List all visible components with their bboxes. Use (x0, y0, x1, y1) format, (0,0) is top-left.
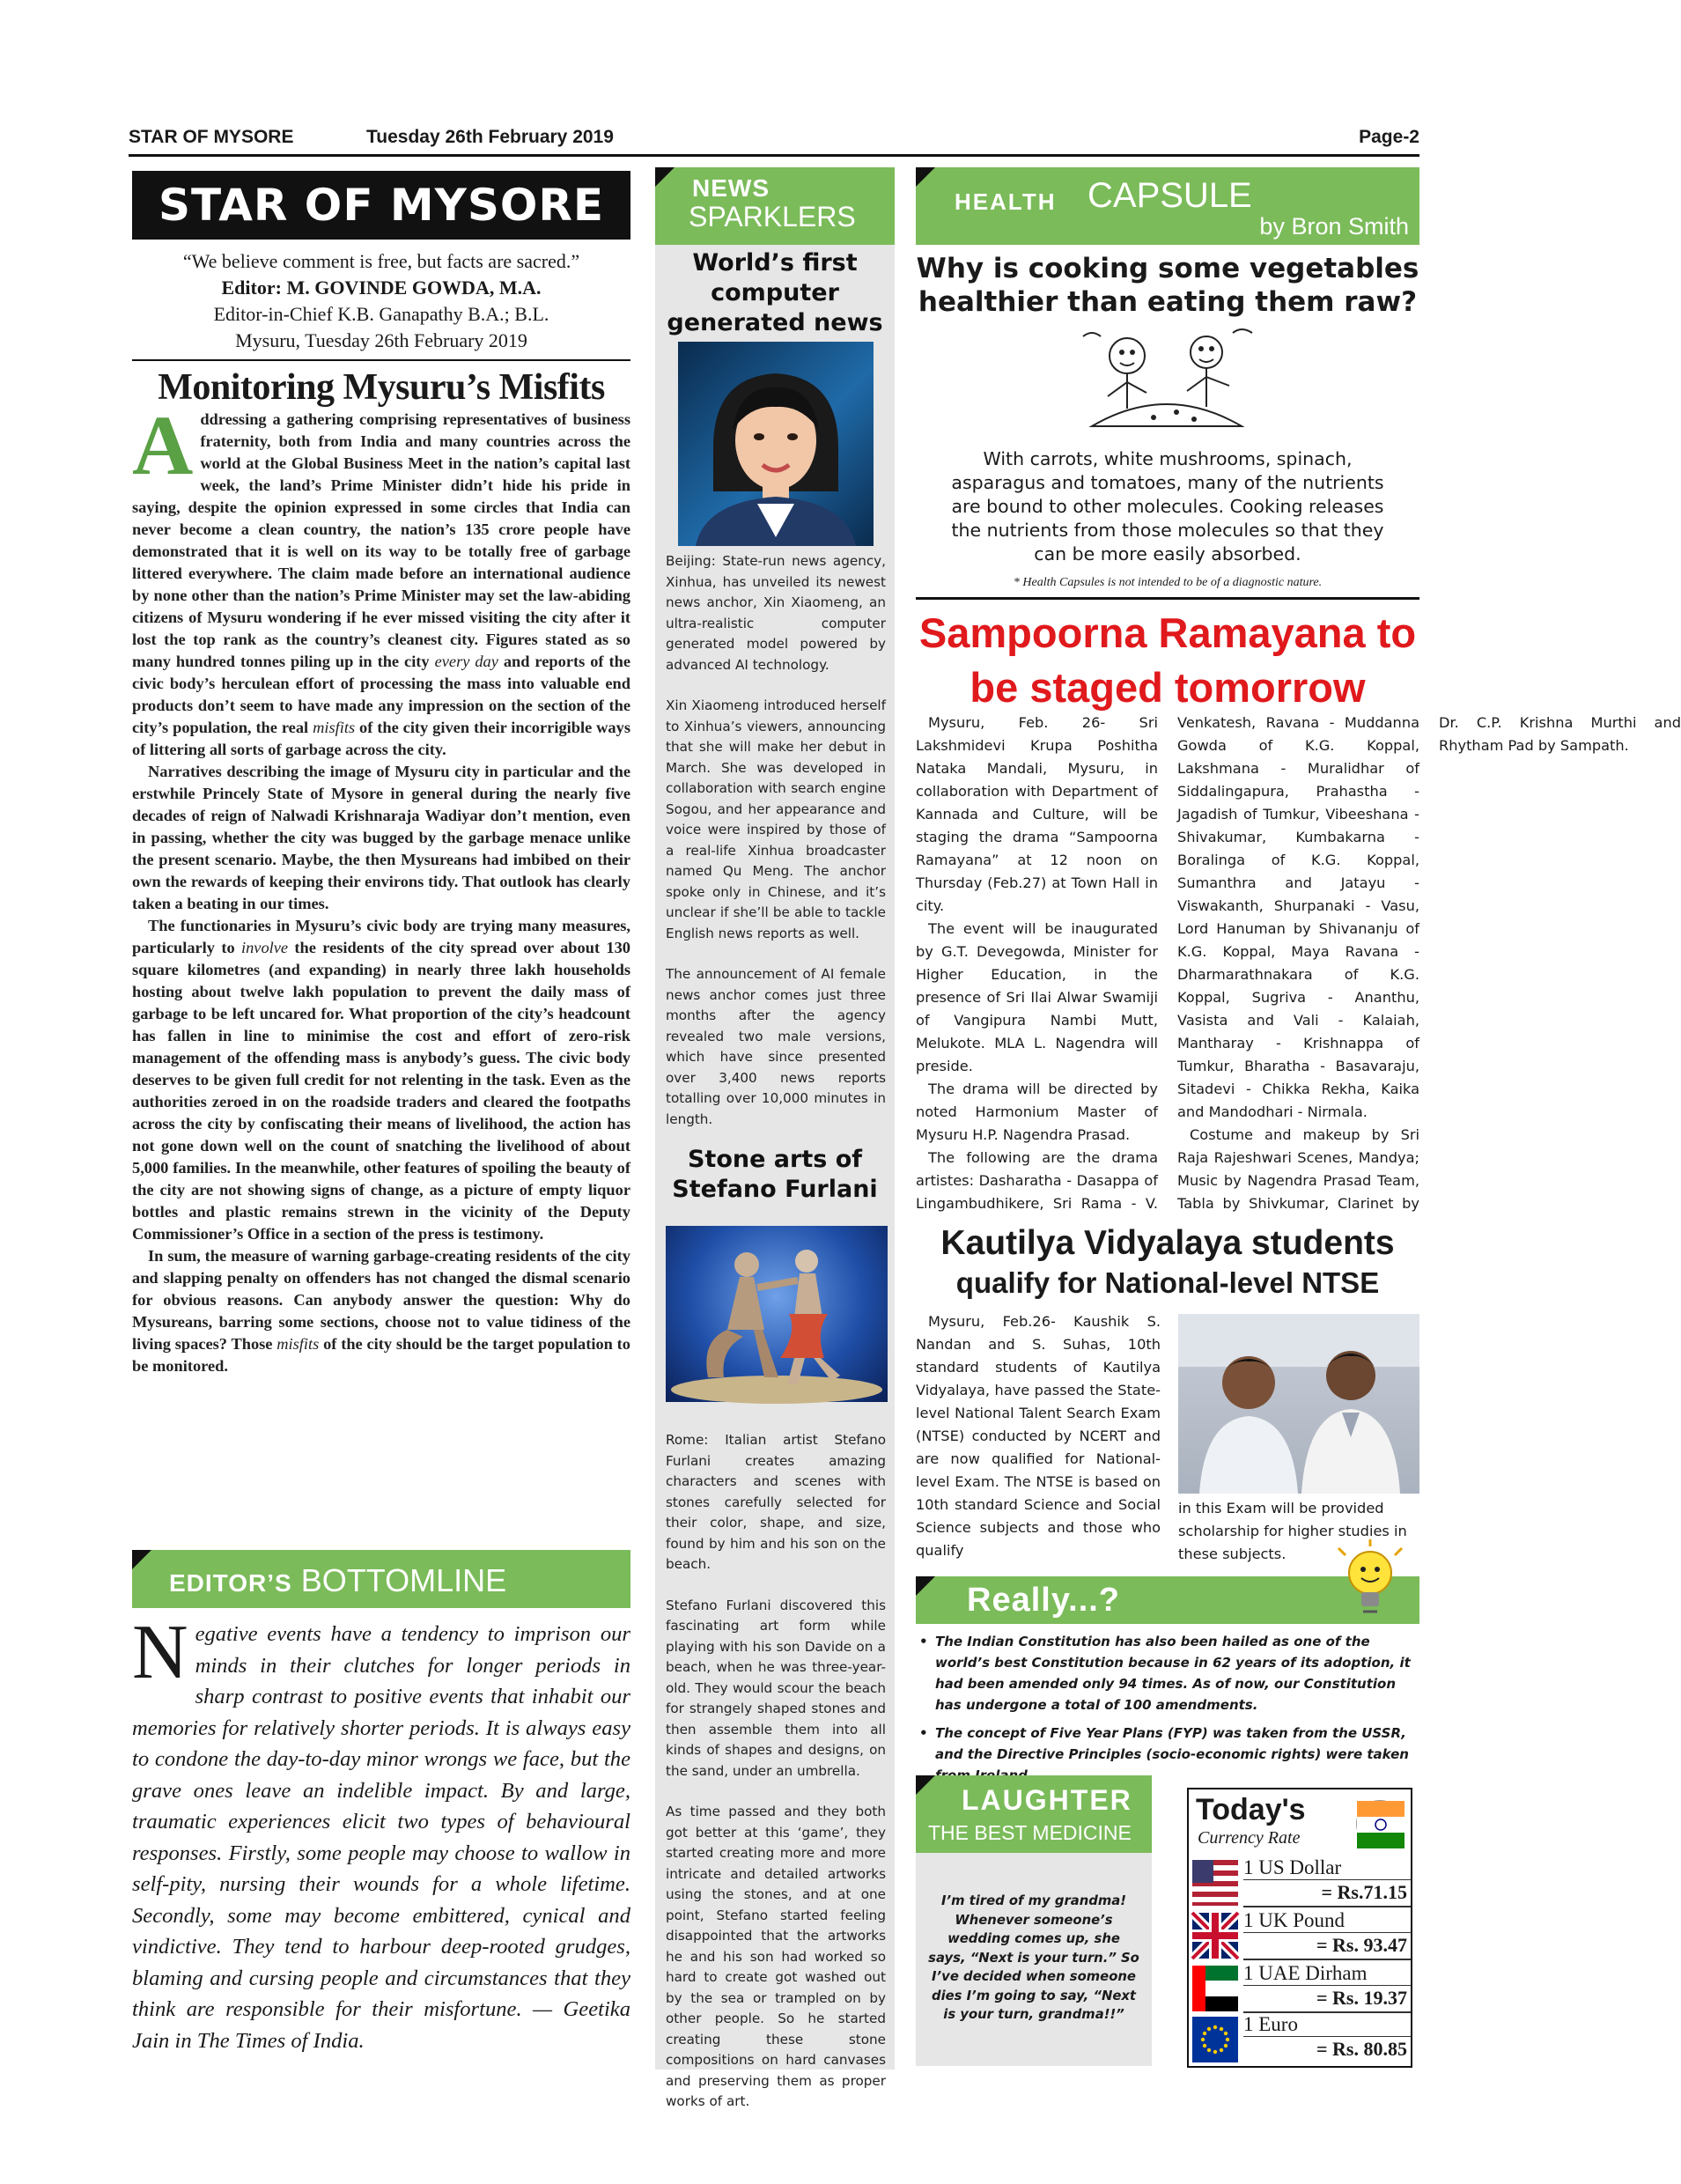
anchor-article (666, 551, 886, 1150)
stone-art-paragraph: Rome: Italian artist Stefano Furlani creates amazing characters and scenes with stones carefully selected for their color, shape, and size, found by him and his son on the beach. (666, 1432, 886, 1572)
divider (1243, 1906, 1411, 1907)
band-corner-mark (916, 167, 935, 187)
anchor-paragraph: Beijing: State-run news agency, Xinhua, has unveiled its newest news anchor, Xin Xiaomeng, an ultra-realistic computer generated model powered by advanced AI technology. (666, 553, 886, 673)
ramayana-article (916, 712, 1681, 1226)
sparklers-label-news: NEWS (692, 174, 770, 202)
band-corner-mark (132, 1550, 151, 1569)
students-photo (1178, 1314, 1419, 1494)
bottomline-label-text: BOTTOMLINE (291, 1562, 507, 1598)
masthead-editor-in-chief: Editor-in-Chief K.B. Ganapathy B.A.; B.L. (213, 303, 549, 325)
header-page-number: Page-2 (1359, 127, 1419, 147)
news-anchor-photo (678, 342, 874, 546)
currency-unit: 1 US Dollar (1243, 1856, 1342, 1878)
us-flag-icon (1192, 1860, 1238, 1906)
kautilya-article-continued: in this Exam will be provided scholarship for higher studies in these subjects. (1178, 1500, 1407, 1562)
header-date: Tuesday 26th February 2019 (366, 127, 614, 147)
laughter-band (916, 1775, 1152, 1853)
bottomline-body: egative events have a tendency to imprison our minds in their clutches for longer periods in sharp contrast to positive events that inhabit our memories for relatively shorter periods. It is always easy to condone the day-to-day minor wrongs we face, but the grave ones leave an indelible impact. By and large, traumatic experiences elicit two types of behavioural responses. Firstly, some people may choose to wallow in self-pity, nursing their wounds for a whole lifetime. Secondly, some may become embittered, cynical and vindictive. They tend to harbour deep-rooted grudges, blaming and cursing people and circumstances that they think are responsible for their misfortune. (132, 1622, 630, 2021)
currency-rate: = Rs. 19.37 (1316, 1987, 1407, 2009)
bottomline-credit: — Geetika Jain in The Times of India. (132, 1997, 630, 2053)
india-flag-icon (1356, 1800, 1404, 1848)
editorial-emphasis: every day (434, 653, 498, 670)
sparklers-label-sparklers: SPARKLERS (689, 201, 856, 232)
bottomline-dropcap: N (132, 1610, 188, 1695)
kautilya-headline-line1: Kautilya Vidyalaya students (940, 1224, 1395, 1262)
health-capsule-band (916, 167, 1419, 245)
currency-rate: = Rs. 93.47 (1316, 1934, 1407, 1956)
currency-row-gbp (1191, 1909, 1411, 1962)
lightbulb-icon (1337, 1539, 1404, 1615)
eu-flag-icon (1192, 2017, 1238, 2062)
laughter-label: LAUGHTER (962, 1784, 1132, 1816)
health-label-bold: HEALTH (955, 188, 1057, 215)
editorial-paragraph (132, 1245, 630, 1377)
kautilya-headline (916, 1222, 1419, 1302)
editorial-paragraph (132, 915, 630, 1245)
editorial-text: the residents of the city spread over about 130 square kilometres (and expanding) in nearly three lakh households hosting about twelve lakh population to prevent the daily mass of garbage to be left uncared for. What proportion of the city’s headcount has fallen in line to minimise the cost and effort of zero-risk management of the offending mass is anybody’s guess. The civic body deserves to be given full credit for not relenting in the task. Even as the authorities zeroed in on the roadside traders and cleared the footpaths across the city by confiscating their means of livelihood, the action has not gone down well on the count of snatching the livelihood of about 5,000 families. In the meanwhile, other features of spoiling the beauty of the city are not showing signs of change, as a picture of empty liquor bottles and plastic remains strewn in the vicinity of the Deputy Commissioner’s Office in a section of the press is testimony. (132, 939, 630, 1243)
editorial-dropcap: A (132, 398, 194, 492)
editorial-text: of the city should be the target population to be monitored. (132, 1335, 630, 1375)
kautilya-article (916, 1310, 1161, 1562)
editorial-emphasis: involve (240, 939, 289, 956)
ramayana-paragraph: The drama will be directed by noted Harmonium Master of Mysuru H.P. Nagendra Prasad. (916, 1081, 1158, 1143)
stone-art-paragraph: Stefano Furlani discovered this fascinating art form while playing with his son Davide on a beach, when he was three-year-old. They would scour the beach for strangely shaped stones and then assemble them into all kinds of shapes and designs, on the sand, under an umbrella. (666, 1597, 886, 1779)
editorial-text: The functionaries in Mysuru’s civic body are trying many measures, particularly to (132, 917, 630, 956)
currency-unit: 1 Euro (1243, 2013, 1298, 2035)
us-flag-shape (1192, 1860, 1238, 1906)
health-question: Why is cooking some vegetables healthier than eating them raw? (916, 253, 1419, 318)
ramayana-headline: Sampoorna Ramayana to be staged tomorrow (918, 609, 1417, 711)
ramayana-paragraph: Costume and makeup by Sri Raja Rajeshwari Scenes, Mandya; Music by Nagendra Prasad Team, Tabla by Shivkumar, Clarinet by Dr. C.P. Krishna Murthi and Rhytham Pad by Sampath. (1177, 714, 1681, 1212)
editorial-body (132, 398, 630, 1377)
list-item: • The Indian Constitution has also been hailed as one of the world’s best Constitution because in 62 years of its adoption, it had been amended only 94 times. As of now, our Constitution has undergone a total of 100 amendments. (916, 1631, 1419, 1715)
editorial-text: of the city given their incorrigible ways of littering all sorts of garbage across the city. (132, 719, 630, 758)
eu-flag-shape (1192, 2017, 1238, 2062)
sparklers-band (655, 167, 895, 245)
ramayana-paragraph: The event will be inaugurated by G.T. Devegowda, Minister for Higher Education, in the presence of Sri Ilai Alwar Swamiji of Vangipura Nambi Mutt, Melukote. MLA L. Nagendra will preside. (916, 920, 1158, 1074)
laughter-sublabel: THE BEST MEDICINE (928, 1821, 1132, 1844)
lightbulb-illustration (1337, 1539, 1404, 1615)
currency-unit: 1 UK Pound (1243, 1909, 1346, 1931)
editorial-text: In sum, the measure of warning garbage-creating residents of the city and slapping penalty on offenders has not changed the dismal scenario for obvious reasons. Can anybody answer the question: Why do Mysureans, barring some sections, choose not to value tidiness of the living spaces? Those (132, 1247, 630, 1353)
page-header (129, 123, 1419, 157)
currency-row-usd (1191, 1856, 1411, 1909)
students-illustration (1178, 1314, 1419, 1494)
stone-art-photo (666, 1226, 888, 1402)
editorial-text: and reports of the civic body’s herculean effort of processing the mass into valuable end products don’t seem to have made any impression on the section of the city’s population, the real (132, 653, 630, 736)
anchor-headline: World’s first computer generated news (667, 249, 883, 336)
editorial-emphasis: misfits (313, 719, 356, 736)
health-label-capsule: CAPSULE (1087, 176, 1252, 215)
currency-rate: = Rs.71.15 (1321, 1881, 1407, 1903)
health-disclaimer: * Health Capsules is not intended to be of a diagnostic nature. (1013, 576, 1323, 589)
masthead-editor: Editor: M. GOVINDE GOWDA, M.A. (221, 277, 542, 299)
editorial-paragraph: Narratives describing the image of Mysuru city in particular and the erstwhile Princely State of Mysore in general during the nearly five decades of reign of Nalwadi Krishnaraja Wadiyar don’t mention, even in passing, whether the city was bugged by the garbage menace unlike the present scenario. Maybe, the then Mysureans had imbibed on their own the rewards of keeping their environs tidy. That outlook has clearly taken a beating in our times. (132, 763, 630, 912)
kautilya-paragraph: Mysuru, Feb.26- Kaushik S. Nandan and S. Suhas, 10th standard students of Kautilya Vidyalaya, have passed the State-level National Talent Search Exam (NTSE) conducted by NCERT and are now qualified for National-level Exam. The NTSE is based on 10th standard Science and Social Science subjects and those who qualify (916, 1313, 1161, 1559)
editorial-text: ddressing a gathering comprising representatives of business fraternity, both from India and many countries across the world at the Global Business Meet in the nation’s capital last week, the land’s Prime Minister didn’t hide his pride in saying, despite the opinion expressed in some circles that India can never become a clean country, the nation’s 135 crore people have demonstrated that it is well on its way to be totally free of garbage littered everywhere. The claim made before an international audience by none other than the nation’s Prime Minister may set the law-abiding citizens of Mysuru wondering if he ever missed visiting the city after it lost the top rank as the country’s cleanest city. Figures stated as so many hundred tonnes piling up in the city (132, 410, 630, 670)
divider (916, 597, 1419, 600)
list-item: • The concept of Five Year Plans (FYP) was taken from the USSR, and the Directive Principles (socio-economic rights) were taken (916, 1723, 1419, 1786)
currency-row-aed (1191, 1962, 1411, 2015)
really-label: Really...? (967, 1582, 1121, 1619)
header-paper-name: STAR OF MYSORE (129, 127, 294, 147)
uk-flag-shape (1192, 1913, 1238, 1959)
health-answer: With carrots, white mushrooms, spinach, asparagus and tomatoes, many of the nutrients are bound to other molecules. Cooking releases the nutrients from those molecules so that they can be more easily absorbed. (951, 448, 1384, 564)
uk-flag-icon (1192, 1913, 1238, 1959)
health-cartoon (1065, 321, 1268, 439)
anchor-paragraph: Xin Xiaomeng introduced herself to Xinhua’s viewers, announcing that she will make her debut in March. She was developed in collaboration with search engine Sogou, and her appearance and voice were inspired by those of a real-life Xinhua broadcaster named Qu Meng. The anchor spoke only in Chinese, and it’s unclear if she’ll be able to tackle English news reports as well. (666, 697, 886, 941)
bottomline-label-bold: EDITOR’S (169, 1569, 292, 1597)
uae-flag-icon (1192, 1966, 1238, 2011)
bottomline-text (132, 1610, 630, 2056)
masthead-info (132, 248, 630, 354)
stone-art-paragraph: As time passed and they both got better at this ‘game’, they started creating more and more intricate and detailed artworks using the stones, and at one point, Stefano started feeling disappointed that the artworks he and his son had worked so hard to create got washed out by the sea or trampled on by other people. So he started creating these stone compositions on hard canvases and preserving them as proper works of art. (666, 1804, 886, 2109)
health-byline: by Bron Smith (1259, 213, 1409, 240)
band-corner-mark (655, 167, 675, 187)
ramayana-paragraph: The following are the drama artistes: Dasharatha - Dasappa of Lingambudhikere, Sri Rama - V. Venkatesh, Ravana - Muddanna Gowda of K.G. Koppal, Lakshmana - Muralidhar of Siddalingapura, Prahastha - Jagadish of Tumkur, Vibeeshana - Shivakumar, Kumbakarna - Boralinga of K.G. Koppal, Sumanthra and Jatayu - Viswakanth, Shurpanaki - Vasu, Lord Hanuman by Shivananju of K.G. Koppal, Maya Ravana - Dharmarathnakara of K.G. Koppal, Sugriva - Ananthu, Vasista and Vali - Kalaiah, Mantharay - Krishnappa of Tumkur, Bharatha - Basavaraju, Sitadevi - Chikka Rekha, Kaika and Mandodhari - Nirmala. (916, 714, 1419, 1212)
masthead-motto: “We believe comment is free, but facts are sacred.” (182, 250, 580, 272)
band-corner-mark (916, 1775, 935, 1795)
band-corner-mark (916, 1576, 935, 1596)
bottomline-label (169, 1562, 506, 1599)
kautilya-headline-line2: qualify for National-level NTSE (955, 1266, 1380, 1299)
currency-unit: 1 UAE Dirham (1243, 1962, 1368, 1984)
uae-flag-shape (1192, 1966, 1238, 2011)
cartoon-illustration (1065, 321, 1268, 439)
bottomline-band (132, 1550, 630, 1608)
stone-art-illustration (666, 1226, 888, 1402)
currency-subtitle: Currency Rate (1198, 1828, 1301, 1848)
divider (1243, 1932, 1411, 1933)
editorial-headline: Monitoring Mysuru’s Misfits (158, 367, 605, 408)
india-flag-shape (1357, 1801, 1405, 1848)
really-facts-list (916, 1631, 1419, 1793)
currency-title: Today's (1196, 1793, 1306, 1826)
divider (1243, 2036, 1411, 2037)
laughter-joke: I’m tired of my grandma! Whenever someone’s wedding comes up, she says, “Next is your turn.” So I’ve decided when someone dies I’m going to say, “Next is your turn, grandma!!” (928, 1893, 1139, 2022)
divider (132, 359, 630, 361)
editorial-emphasis: misfits (276, 1335, 320, 1353)
editorial-paragraph (132, 398, 630, 761)
divider (1243, 1985, 1411, 1986)
divider (1243, 1959, 1411, 1960)
divider (1243, 1879, 1411, 1880)
masthead-logo: STAR OF MYSORE (132, 171, 630, 240)
currency-row-eur (1191, 2013, 1411, 2066)
currency-rate: = Rs. 80.85 (1316, 2038, 1407, 2060)
masthead-dateline: Mysuru, Tuesday 26th February 2019 (235, 329, 527, 351)
stone-art-article (666, 1430, 886, 2133)
ramayana-paragraph: Mysuru, Feb. 26- Sri Lakshmidevi Krupa Poshitha Nataka Mandali, Mysuru, in collaboration with Department of Kannada and Culture, will be staging the drama “Sampoorna Ramayana” at 12 noon on Thursday (Feb.27) at Town Hall in city. (916, 714, 1158, 914)
anchor-paragraph: The announcement of AI female news anchor comes just three months after the agency revealed two male versions, which have since presented over 3,400 news reports totalling over 10,000 minutes in length. (666, 966, 886, 1127)
news-anchor-illustration (678, 342, 874, 546)
stone-art-headline: Stone arts of Stefano Furlani (672, 1146, 878, 1203)
